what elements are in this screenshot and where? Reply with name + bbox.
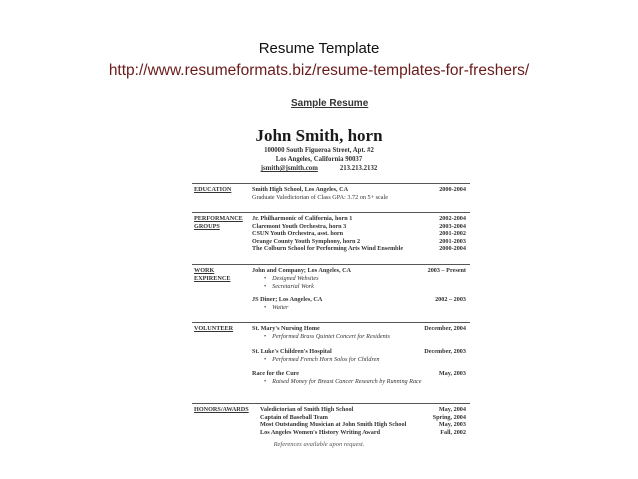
contact-line: [0, 165, 638, 172]
template-link[interactable]: http://www.resumeformats.biz/resume-templates-for-freshers/: [108, 62, 530, 79]
volunteer-bullet: • Performed Brass Quintet Concert for Residents: [264, 333, 390, 340]
volunteer-bullet: • Raised Money for Breast Cancer Research by Running Race: [264, 378, 422, 385]
address-line-1: 100000 South Figueroa Street, Apt. #2: [264, 147, 374, 154]
education-school: Smith High School, Los Angeles, CA 2000-2004: [252, 186, 466, 193]
address-line-2: Los Angeles, California 90037: [275, 156, 363, 163]
references-note: References available upon request.: [273, 441, 365, 448]
section-label: HONORS/AWARDS: [194, 406, 249, 413]
volunteer-bullet: • Performed French Horn Solos for Children: [264, 356, 379, 363]
list-item: Claremont Youth Orchestra, horn 3 2003-2004: [252, 222, 466, 230]
job-entry: JS Diner; Los Angeles, CA 2002 – 2003: [252, 296, 466, 303]
job-bullet: • Waiter: [264, 304, 288, 311]
section-label: VOLUNTEER: [194, 325, 234, 332]
volunteer-section: [192, 322, 470, 391]
list-item: The Colburn School for Performing Arts Wind Ensemble 2000-2004: [252, 245, 466, 252]
volunteer-entry: St. Mary's Nursing Home December, 2004: [252, 325, 466, 332]
section-label: EDUCATION: [194, 186, 232, 193]
education-section: [192, 183, 470, 208]
honors-section: [192, 403, 470, 438]
job-bullet: • Designed Websites: [264, 275, 319, 282]
list-item: Jr. Philharmonic of California, horn 1 2002-2004: [252, 215, 466, 222]
volunteer-entry: St. Luke's Children's Hospital December, 2003: [252, 348, 466, 355]
list-item: Orange County Youth Symphony, horn 2 2001-2003: [252, 237, 466, 245]
job-entry: John and Company; Los Angeles, CA 2003 – Present: [252, 267, 466, 274]
slide-title: Resume Template: [258, 40, 380, 57]
email[interactable]: jsmith@jsmith.com: [260, 165, 318, 172]
job-bullet: • Secretarial Work: [264, 283, 314, 290]
work-section: [192, 264, 470, 317]
sample-resume-heading: Sample Resume: [291, 98, 369, 109]
performance-section: [192, 212, 470, 259]
list-item: Most Outstanding Musician at John Smith High School May, 2003: [260, 421, 466, 428]
list-item: Captain of Baseball Team Spring, 2004: [260, 413, 466, 421]
section-label: PERFORMANCE GROUPS: [194, 215, 243, 230]
section-label: WORK EXPIRENCE: [194, 267, 231, 282]
candidate-name: John Smith, horn: [255, 126, 383, 145]
list-item: CSUN Youth Orchestra, asst. horn 2001-2002: [252, 230, 466, 237]
list-item: Los Angeles Women's History Writing Award Fall, 2002: [260, 428, 466, 436]
education-detail: Graduate Valedictorian of Class GPA: 3.72 on 5+ scale: [252, 194, 388, 201]
list-item: Valedictorian of Smith High School May, 2004: [260, 406, 466, 413]
volunteer-entry: Race for the Cure May, 2003: [252, 370, 466, 377]
phone: 213.213.2132: [339, 165, 378, 172]
